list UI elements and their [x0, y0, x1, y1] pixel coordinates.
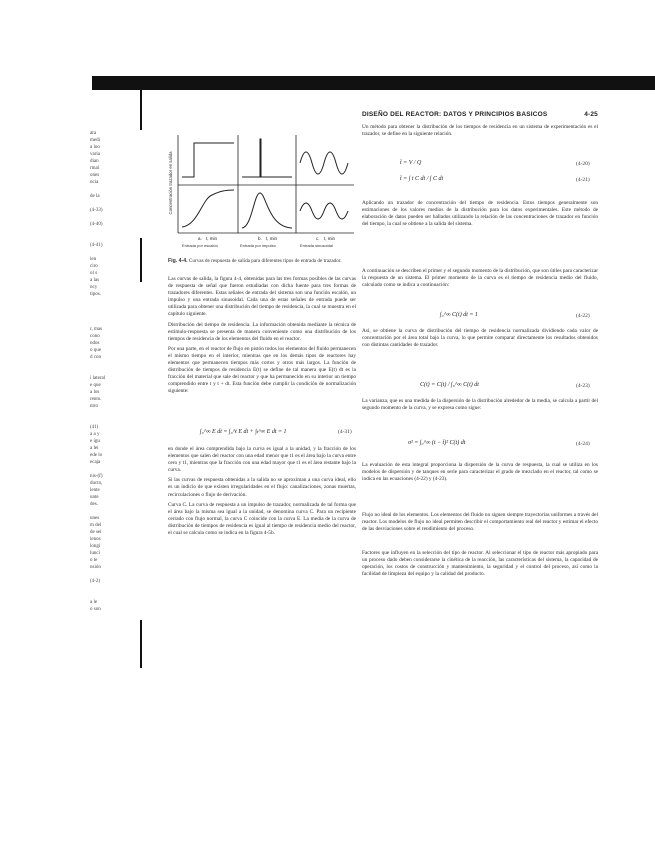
edge-fragment: o son: [90, 607, 101, 612]
edge-fragment: a los: [90, 390, 100, 395]
edge-fragment: nsión: [90, 565, 101, 570]
edge-fragment: [90, 319, 132, 326]
edge-fragment: a las: [90, 278, 100, 283]
edge-fragment: lente: [90, 488, 100, 493]
header-title: DISEÑO DEL REACTOR: DATOS Y PRINCIPIOS BASICOS: [362, 111, 548, 118]
edge-fragment: m del: [90, 523, 102, 528]
equation-number: (4-31): [338, 429, 352, 435]
edge-fragment: de la: [90, 194, 100, 199]
edge-fragment: a le: [90, 600, 98, 605]
edge-fragment: ien: [90, 257, 97, 262]
sinusoidal-input-curve: [300, 152, 348, 174]
panel-c-axis: t, min: [324, 236, 336, 241]
equation-4: C(t) = C(t) / ∫₀^∞ C(t) dt: [420, 382, 479, 388]
paragraph: A continuación se describen el primer y el segundo momento de la distribución, que son útiles para caracterizar la respuesta de un sistema. El primer momento de la curva es el tiempo de residencia medio del fluido, calculado como se indica a continuación:: [362, 268, 598, 289]
equation-number: (4-24): [576, 441, 590, 447]
edge-fragment: tipos.: [90, 292, 101, 297]
edge-fragment: ones: [90, 173, 100, 178]
panel-c-sublabel: Entrada sinusoidal: [300, 243, 333, 248]
right-column-block-1: [362, 200, 598, 264]
input-signals: [182, 139, 348, 177]
edge-fragment: ede lo: [90, 453, 103, 458]
equation-number: (4-21): [576, 177, 590, 183]
edge-fragment: ienos: [90, 537, 101, 542]
edge-fragment: unes: [90, 516, 100, 521]
right-column-block-6: [362, 512, 598, 546]
paragraph: Las curvas de salida, la figura 4-4, obtenidas para las tres formas posibles de las curvas de respuesta de señal que fueron estudiadas con dicha fuente para tres formas de trazadores diferentes. Estas señales de entrada del sistema son una función escalón, un impulso y una entrada sinusoidal. Cada una de estas señales de entrada puede ser utilizada para obtener una distribución del tiempo de residencia, la cual se muestra en el capítulo siguiente.: [168, 276, 356, 318]
left-column-upper: [168, 276, 356, 424]
edge-fragment: cono: [90, 334, 100, 339]
edge-fragment: [90, 508, 132, 515]
left-page-edge-text: [90, 130, 132, 690]
edge-fragment: ncy: [90, 285, 98, 290]
panel-a-axis: t, min: [206, 236, 218, 241]
panel-c-letter: c.: [316, 236, 320, 241]
paragraph: Así, se obtiene la curva de distribución del tiempo de residencia normalizada dividiendo cada valor de concentración por el área total bajo la curva, lo que permite comparar directamente los resultados obtenidos con distintas cantidades de trazador.: [362, 328, 598, 349]
equation-number: (4-23): [576, 383, 590, 389]
gutter-rule-bottom: [140, 620, 142, 668]
paragraph: Curva C. La curva de respuesta a un impulso de trazador, normalizada de tal forma que el área bajo la misma sea igual a la unidad, se denomina curva C. Para un recipiente cerrado con flujo normal, la curva C coincide con la curva E. La media de la curva de distribución de tiempos de residencia es igual al tiempo de residencia medio del reactor, el cual se calcula como se indica en la figura 4-5b.: [168, 501, 356, 537]
paragraph: Distribución del tiempo de residencia. La información obtenida mediante la técnica de estímulo-respuesta se presenta de manera conveniente como una distribución de los tiempos de residencia de los elementos del fluido en el reactor.: [168, 321, 356, 342]
paragraph: Por una parte, en el reactor de flujo en pistón todos los elementos del fluido permanecen el mismo tiempo en el interior, mientras que en los demás tipos de reactores hay elementos que permanecen tiempos más cortos y otros más largos. La función de distribución de tiempos de residencia E(t) se define de tal manera que E(t) dt es la fracción del material que sale del reactor y que ha permanecido en su interior un tiempo comprendido entre t y t + dt. Esta función debe cumplir la condición de normalización siguiente:: [168, 345, 356, 395]
edge-fragment: [90, 571, 132, 578]
edge-fragment: [90, 298, 132, 305]
top-rule: [92, 76, 655, 90]
equation-3: ∫₀^∞ C(t) dt = 1: [440, 312, 478, 318]
edge-fragment: [90, 592, 132, 599]
equation-2: t̄ = ∫ t C dt / ∫ C dt: [400, 176, 444, 182]
edge-fragment: nis-(f): [90, 474, 103, 479]
edge-fragment: [90, 368, 132, 375]
edge-fragment: ecaja: [90, 460, 101, 465]
edge-fragment: ntro: [90, 404, 99, 409]
edge-fragment: ara: [90, 131, 97, 136]
equation-5: σ² = ∫₀^∞ (t − t̄)² C(t) dt: [408, 440, 466, 446]
right-column-block-7: [362, 550, 598, 612]
panel-a-sublabel: Entrada por escalón: [182, 243, 218, 248]
panel-b-sublabel: Entrada por impulso: [240, 243, 276, 248]
caption-text: Curvas de respuesta de salida para diferentes tipos de entrada de trazador.: [188, 258, 342, 264]
panel-a-letter: a.: [198, 236, 202, 241]
edge-fragment: o que: [90, 348, 101, 353]
edge-fragment: e que: [90, 383, 101, 388]
edge-fragment: rmal: [90, 166, 100, 171]
paragraph: La varianza, que es una medida de la dispersión de la distribución alrededor de la media, se calcula a partir del segundo momento de la curva, y se expresa como sigue:: [362, 398, 598, 412]
edge-fragment: e igu: [90, 439, 100, 444]
sinusoidal-response-curve: [300, 203, 348, 219]
edge-fragment: rento.: [90, 397, 102, 402]
right-column-block-2: [362, 268, 598, 308]
edge-fragment: ducto,: [90, 481, 103, 486]
edge-fragment: o te: [90, 558, 98, 563]
impulse-response-curve: [242, 193, 292, 228]
equation-number: (4-20): [576, 161, 590, 167]
edge-fragment: dian: [90, 159, 99, 164]
paragraph: Un método para obtener la distribución de los tiempos de residencia en un sistema de experimentación es el trazador, se define en la siguiente relación.: [362, 124, 598, 138]
caption-label: Fig. 4-4.: [168, 258, 188, 264]
figure-caption: [168, 258, 356, 265]
edge-fragment: ndos: [90, 341, 100, 346]
edge-fragment: ol s: [90, 271, 98, 276]
output-signals: [182, 190, 348, 228]
right-column-block-3: [362, 328, 598, 372]
edge-fragment: (4-40): [90, 222, 103, 227]
edge-fragment: [90, 417, 132, 424]
paragraph: Factores que influyen en la selección del tipo de reactor. Al seleccionar el tipo de reactor más apropiado para un proceso dado deben considerarse la cinética de la reacción, las características del sistema, la capacidad de operación, los costos de construcción y mantenimiento, la seguridad y el control del proceso, así como la facilidad de limpieza del equipo y la calidad del producto.: [362, 550, 598, 578]
edge-fragment: [90, 410, 132, 417]
paragraph: Flujo no ideal de los elementos. Los elementos del fluido no siguen siempre trayectorias uniformes a través del reactor. Los modelos de flujo no ideal permiten describir el comportamiento real del reactor y estimar el efecto de las desviaciones sobre el rendimiento del proceso.: [362, 512, 598, 533]
edge-fragment: (41): [90, 425, 99, 430]
equation-left: ∫₀^∞ E dt = ∫₀^t E dt + ∫ₜ^∞ E dt = 1: [200, 429, 287, 435]
figure-response-curves: [168, 133, 356, 255]
edge-fragment: [90, 186, 132, 193]
running-header: [362, 111, 598, 118]
gutter-rule-top: [140, 90, 142, 130]
edge-fragment: [90, 249, 132, 256]
right-column-block-4: [362, 398, 598, 434]
panel-b-letter: b.: [258, 236, 262, 241]
edge-fragment: (4-2): [90, 579, 100, 584]
edge-fragment: [90, 312, 132, 319]
panel-b-axis: t, min: [266, 236, 278, 241]
edge-fragment: longi: [90, 544, 101, 549]
right-column-block-5: [362, 462, 598, 508]
edge-fragment: unte: [90, 495, 99, 500]
edge-fragment: de sei: [90, 530, 102, 535]
edge-fragment: [90, 228, 132, 235]
left-column-lower: [168, 446, 356, 586]
edge-fragment: lunci: [90, 551, 100, 556]
paragraph: La evaluación de esta integral proporciona la dispersión de la curva de respuesta, la cual se utiliza en los modelos de dispersión y de tanques en serie para caracterizar el grado de mezclado en el reactor, tal como se indica en las ecuaciones (4-22) y (4-23).: [362, 462, 598, 483]
edge-fragment: [90, 585, 132, 592]
edge-fragment: d con: [90, 355, 101, 360]
edge-fragment: (4-41): [90, 243, 103, 248]
edge-fragment: medi: [90, 138, 100, 143]
page-number: 4-25: [584, 111, 598, 118]
paragraph: en donde el área comprendida bajo la curva es igual a la unidad, y la fracción de los elementos que salen del reactor con una edad menor que t1 es el área bajo la curva entre cero y t1, mientras que la fracción con una edad mayor que t1 es el área restante bajo la curva.: [168, 446, 356, 474]
paragraph: Aplicando un trazador de concentración del tiempo de residencia. Estos tiempos generalmente son estimaciones de los valores medios de la distribución para los datos experimentales. Este método de elaboración de datos pueden ser hallados utilizando la relación de las concentraciones de trazador en función del tiempo, la cual se obtiene a la salida del sistema.: [362, 200, 598, 228]
right-column-intro: [362, 124, 598, 152]
gutter-rule-mid: [140, 238, 142, 282]
edge-fragment: a a y: [90, 432, 100, 437]
edge-fragment: varia: [90, 152, 100, 157]
paragraph: Si las curvas de respuesta obtenidas a la salida no se aproximan a una curva ideal, ello es un indicio de que existen irregularidades en el flujo: canalizaciones, zonas muertas, recirculaciones o flujo de derivación.: [168, 477, 356, 498]
edge-fragment: a loo: [90, 145, 100, 150]
edge-fragment: (4-33): [90, 208, 103, 213]
edge-fragment: [90, 214, 132, 221]
edge-fragment: [90, 466, 132, 473]
edge-fragment: r, mas: [90, 327, 103, 332]
edge-fragment: [90, 305, 132, 312]
figure-y-label: Concentración trazador en salida: [168, 151, 173, 215]
step-input-curve: [182, 143, 234, 177]
edge-fragment: des.: [90, 502, 98, 507]
edge-fragment: a lei: [90, 446, 99, 451]
impulse-input-curve: [242, 139, 292, 177]
step-response-curve: [182, 190, 234, 227]
edge-fragment: [90, 200, 132, 207]
equation-number: (4-22): [576, 313, 590, 319]
edge-fragment: ciro: [90, 264, 98, 269]
edge-fragment: i lateral: [90, 376, 106, 381]
edge-fragment: ncia: [90, 180, 99, 185]
equation-1: t̄ = V / Q: [400, 160, 422, 166]
edge-fragment: [90, 361, 132, 368]
edge-fragment: [90, 235, 132, 242]
